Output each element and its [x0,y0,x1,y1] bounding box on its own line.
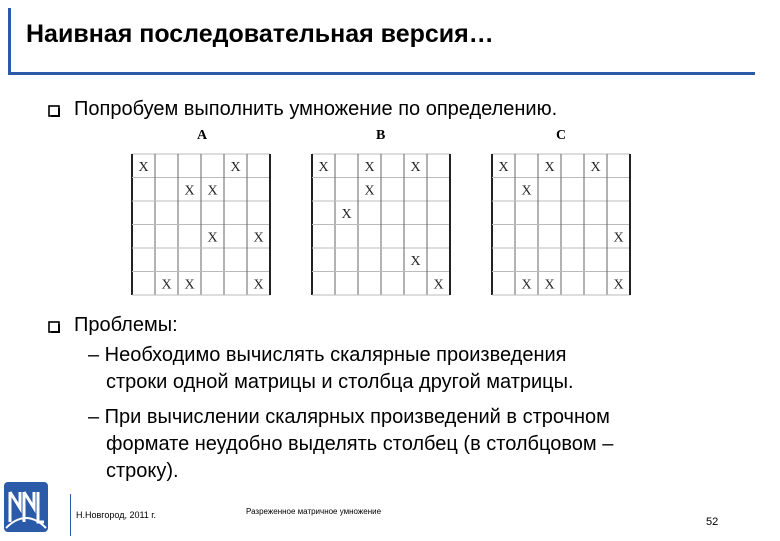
matrix-label-b: B [376,128,386,143]
matrix-nonzero-mark: X [230,159,241,175]
matrix-b [310,152,454,298]
page-title: Наивная последовательная версия… [26,20,494,48]
square-bullet-icon [48,104,62,121]
square-bullet-icon [48,320,62,337]
matrix-nonzero-mark: X [498,159,509,175]
matrix-nonzero-mark: X [521,183,532,199]
matrix-nonzero-mark: X [544,159,555,175]
matrix-nonzero-mark: X [613,277,624,293]
matrix-nonzero-mark: X [590,159,601,175]
footer-location: Н.Новгород, 2011 г. [76,510,156,520]
sub-bullet-1-line-1: – Необходимо вычислять скалярные произведения [88,344,567,366]
matrix-nonzero-mark: X [410,253,421,269]
matrix-nonzero-mark: X [364,159,375,175]
matrix-nonzero-mark: X [521,277,532,293]
matrix-nonzero-mark: X [184,277,195,293]
matrix-nonzero-mark: X [341,206,352,222]
bullet-text-1: Попробуем выполнить умножение по определению. [74,98,558,120]
bullet-text-2: Проблемы: [74,314,178,336]
matrix-nonzero-mark: X [318,159,329,175]
matrix-nonzero-mark: X [544,277,555,293]
matrix-nonzero-mark: X [207,230,218,246]
matrix-nonzero-mark: X [410,159,421,175]
matrix-nonzero-mark: X [161,277,172,293]
matrix-nonzero-mark: X [207,183,218,199]
sub-bullet-2-line-3: строку). [106,460,179,482]
matrix-c [490,152,634,298]
matrix-nonzero-mark: X [613,230,624,246]
matrix-nonzero-mark: X [253,230,264,246]
sub-bullet-1-line-2: строки одной матрицы и столбца другой матрицы. [106,371,574,393]
matrix-a [130,152,274,298]
matrix-nonzero-mark: X [433,277,444,293]
footer-topic: Разреженное матричное умножение [246,507,382,516]
matrix-nonzero-mark: X [253,277,264,293]
matrix-label-a: A [197,128,208,143]
matrix-nonzero-mark: X [138,159,149,175]
matrix-nonzero-mark: X [364,183,375,199]
sub-bullet-2-line-1: – При вычислении скалярных произведений в строчном [88,406,610,428]
page-number: 52 [706,516,719,528]
sub-bullet-2-line-2: формате неудобно выделять столбец (в столбцовом – [106,433,614,455]
matrix-label-c: C [556,128,567,143]
footer-divider [70,494,71,536]
unn-logo-icon [2,478,50,536]
matrix-nonzero-mark: X [184,183,195,199]
